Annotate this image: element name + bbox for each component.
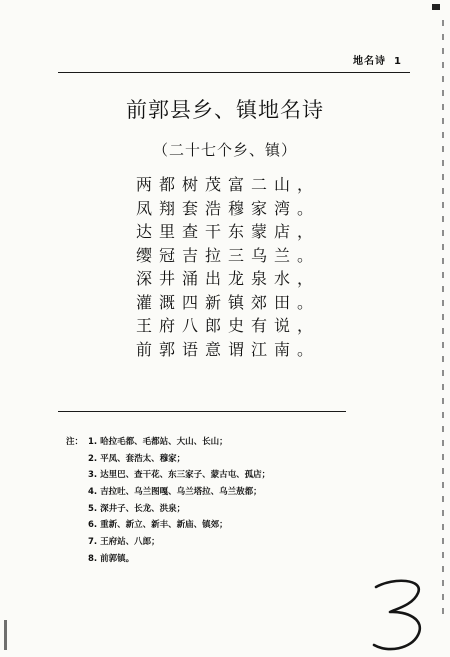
footnote-text: 2. 平凤、套浩太、穆家；: [88, 453, 186, 464]
footnote-text: 8. 前郭镇。: [88, 553, 135, 564]
footnote-item: [66, 501, 270, 518]
poem-line: 达里查干东蒙店，: [136, 222, 321, 241]
footnote-item: [66, 451, 270, 468]
running-head-title: 地名诗: [353, 56, 387, 67]
running-head: [353, 52, 402, 67]
header-rule: [58, 72, 410, 73]
poem-line: 深井涌出龙泉水，: [136, 269, 321, 288]
footnote-item: [66, 551, 270, 568]
scan-corner-mark: [432, 4, 440, 10]
footnote-divider: [58, 411, 346, 412]
page-number: 1: [394, 56, 402, 67]
footnote-item: [66, 484, 270, 501]
poem-line: 灌溉四新镇郊田。: [136, 292, 321, 312]
poem-line: 两都树茂富二山，: [136, 175, 321, 194]
poem-line: 缨冠吉拉三乌兰。: [136, 245, 321, 265]
footnote-text: 1. 哈拉毛都、毛都站、大山、长山；: [88, 437, 228, 447]
footnote-text: 6. 重新、新立、新丰、新庙、镇郊；: [88, 520, 228, 531]
footnote-text: 7. 王府站、八郎；: [88, 537, 160, 548]
footnote-item: [66, 534, 270, 551]
footnote-text: 4. 吉拉吐、乌兰图嘎、乌兰塔拉、乌兰敖都；: [88, 487, 262, 498]
scan-margin-artifact: [4, 620, 7, 650]
poem-line: 王府八郎史有说，: [136, 316, 321, 335]
footnote-item: [66, 467, 270, 484]
poem-title: 前郭县乡、镇地名诗: [126, 98, 324, 122]
poem-line: 凤翔套浩穆家湾。: [136, 198, 321, 218]
footnote-text: 3. 达里巴、查干花、东三家子、蒙古屯、孤店；: [88, 470, 271, 481]
poem-subtitle: （二十七个乡、镇）: [152, 141, 297, 159]
footnote-item: [66, 434, 270, 451]
handwritten-number-3: [366, 575, 436, 655]
footnote-lead: 注：: [66, 437, 84, 447]
poem-body: [136, 173, 320, 361]
footnotes: [66, 434, 270, 568]
poem-line: 前郭语意谓江南。: [136, 339, 321, 359]
footnote-item: [66, 517, 270, 534]
footnote-text: 5. 深井子、长龙、洪泉；: [88, 503, 186, 514]
